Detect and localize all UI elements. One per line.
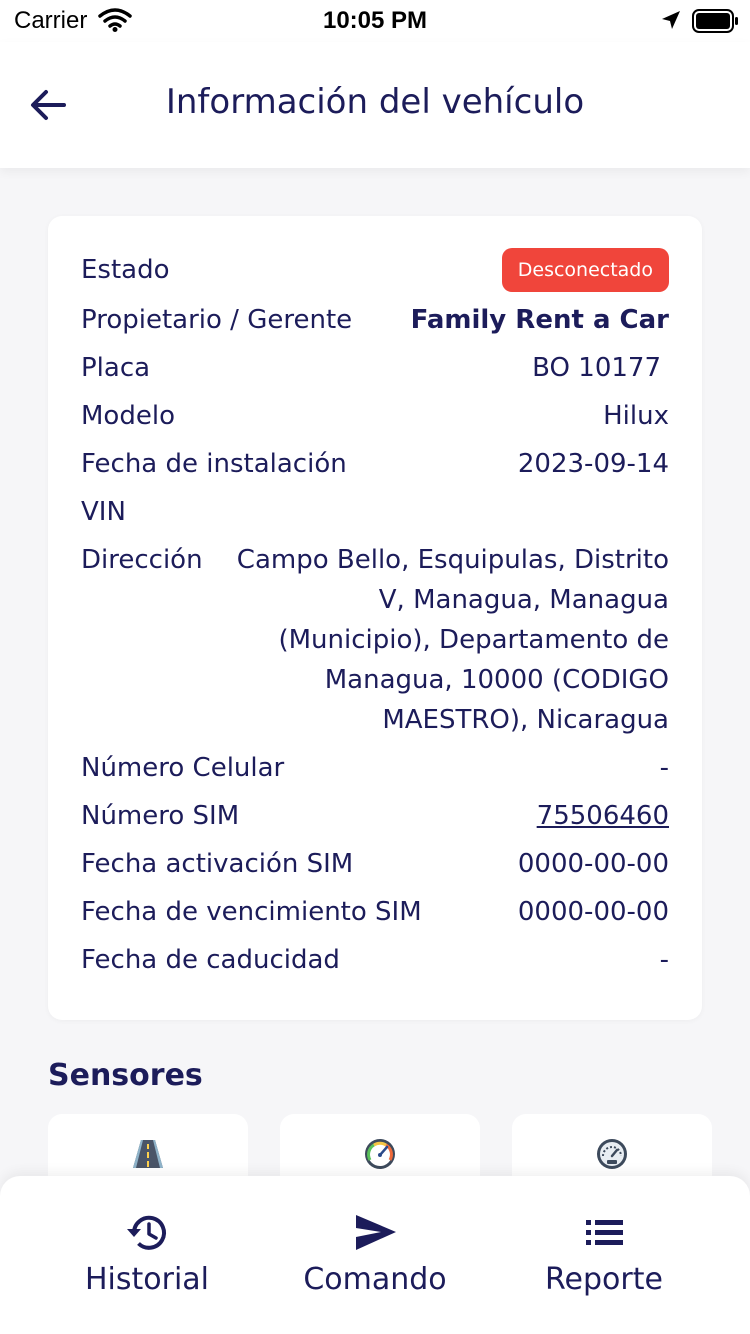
row-direccion xyxy=(81,540,669,740)
estado-label: Estado xyxy=(81,255,170,285)
direccion-value: Campo Bello, Esquipulas, Distrito V, Managua, Managua (Municipio), Departamento de Managua, 10000 (CODIGO MAESTRO), Nicaragua xyxy=(236,545,669,735)
modelo-value: Hilux xyxy=(603,401,669,431)
battery-icon xyxy=(692,9,740,38)
speedometer-icon xyxy=(362,1136,398,1172)
modelo-label: Modelo xyxy=(81,401,175,431)
row-fecha-vencimiento-sim xyxy=(81,892,669,932)
row-placa xyxy=(81,348,669,388)
placa-value: BO 10177 xyxy=(532,353,661,383)
fecha-activacion-sim-label: Fecha activación SIM xyxy=(81,849,354,879)
numero-sim-link[interactable]: 75506460 xyxy=(536,801,669,831)
status-badge: Desconectado xyxy=(502,248,669,292)
row-fecha-instalacion xyxy=(81,444,669,484)
propietario-label: Propietario / Gerente xyxy=(81,305,353,335)
fecha-instalacion-label: Fecha de instalación xyxy=(81,449,347,479)
tab-comando[interactable] xyxy=(250,1176,500,1334)
road-icon xyxy=(130,1136,166,1172)
placa-label: Placa xyxy=(81,353,151,383)
numero-sim-label: Número SIM xyxy=(81,801,240,831)
tab-historial-label: Historial xyxy=(84,1262,210,1297)
propietario-value: Family Rent a Car xyxy=(410,305,669,335)
fecha-caducidad-label: Fecha de caducidad xyxy=(81,945,340,975)
status-time: 10:05 PM xyxy=(322,7,428,34)
direccion-label: Dirección xyxy=(81,545,203,575)
status-bar xyxy=(0,0,750,42)
history-icon xyxy=(126,1212,170,1254)
numero-celular-label: Número Celular xyxy=(81,753,285,783)
row-propietario xyxy=(81,300,669,340)
fecha-vencimiento-sim-value: 0000-00-00 xyxy=(517,897,669,927)
row-fecha-activacion-sim xyxy=(81,844,669,884)
tab-historial[interactable] xyxy=(22,1176,272,1334)
vin-label: VIN xyxy=(81,497,126,527)
gauge-icon xyxy=(594,1136,630,1172)
row-modelo xyxy=(81,396,669,436)
fecha-instalacion-value: 2023-09-14 xyxy=(517,449,669,479)
row-estado xyxy=(81,248,669,292)
tab-reporte[interactable] xyxy=(479,1176,729,1334)
sensors-title: Sensores xyxy=(48,1058,203,1093)
bottom-tab-bar xyxy=(0,1176,750,1334)
status-carrier: Carrier xyxy=(14,7,88,34)
vehicle-info-card xyxy=(48,216,702,1020)
location-arrow-icon xyxy=(660,9,682,36)
fecha-activacion-sim-value: 0000-00-00 xyxy=(517,849,669,879)
list-icon xyxy=(583,1212,627,1254)
app-header xyxy=(0,42,750,168)
tab-comando-label: Comando xyxy=(303,1262,447,1297)
fecha-caducidad-value: - xyxy=(659,945,669,975)
row-numero-sim xyxy=(81,796,669,836)
send-icon xyxy=(354,1212,398,1254)
tab-reporte-label: Reporte xyxy=(545,1262,663,1297)
page-title: Información del vehículo xyxy=(165,82,585,122)
row-fecha-caducidad xyxy=(81,940,669,980)
fecha-vencimiento-sim-label: Fecha de vencimiento SIM xyxy=(81,897,422,927)
row-numero-celular xyxy=(81,748,669,788)
row-vin xyxy=(81,492,669,532)
numero-celular-value: - xyxy=(659,753,669,783)
